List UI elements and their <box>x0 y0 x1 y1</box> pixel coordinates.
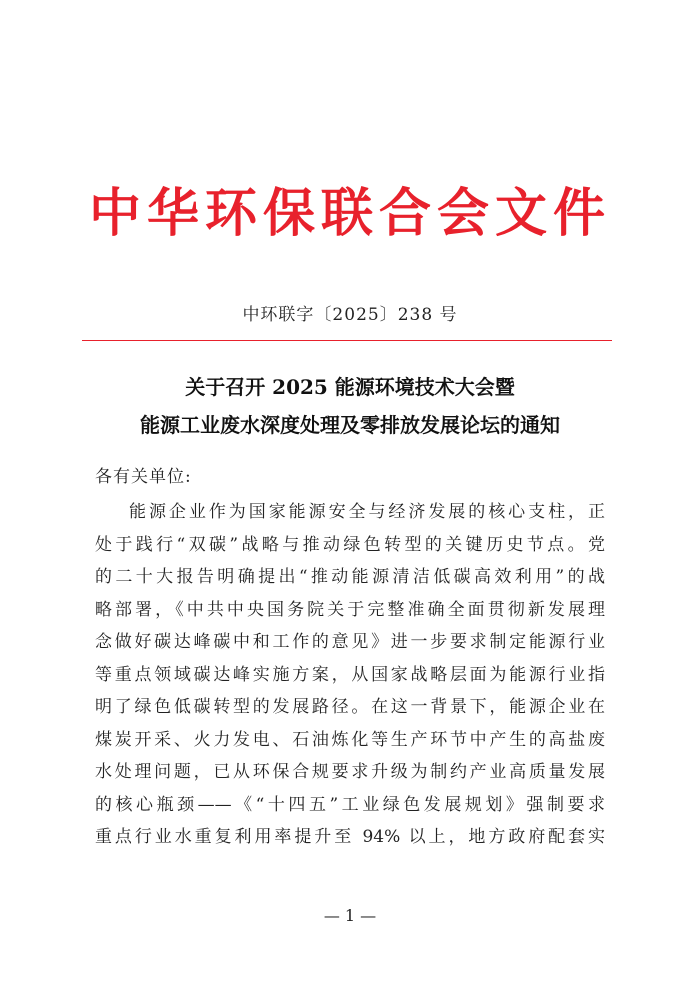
body-line: 能源企业作为国家能源安全与经济发展的核心支柱，正 <box>129 502 605 522</box>
red-divider <box>82 340 612 341</box>
body-line: 的二十大报告明确提出“推动能源清洁低碳高效利用”的战 <box>95 567 605 587</box>
body-line: 明了绿色低碳转型的发展路径。在这一背景下，能源企业在 <box>95 697 605 717</box>
body-line: 煤炭开采、火力发电、石油炼化等生产环节中产生的高盐废 <box>95 729 605 750</box>
body-line: 念做好碳达峰碳中和工作的意见》进一步要求制定能源行业 <box>95 632 605 652</box>
body-paragraph <box>95 496 605 854</box>
notice-title-line-1: 关于召开 2025 能源环境技术大会暨 <box>185 375 515 399</box>
body-line: 处于践行“双碳”战略与推动绿色转型的关键历史节点。党 <box>95 534 605 555</box>
issuer-banner: 中华环保联合会文件 <box>88 183 611 244</box>
body-line: 的核心瓶颈——《“十四五”工业绿色发展规划》强制要求 <box>95 794 605 815</box>
page-number: — 1 — <box>323 906 377 925</box>
notice-title <box>0 368 700 444</box>
body-line: 略部署，《中共中央国务院关于完整准确全面贯彻新发展理 <box>95 599 605 620</box>
notice-title-line-2: 能源工业废水深度处理及零排放发展论坛的通知 <box>140 413 560 437</box>
salutation: 各有关单位: <box>95 467 192 487</box>
body-line: 重点行业水重复利用率提升至 94% 以上，地方政府配套实 <box>95 827 605 847</box>
document-number: 中环联字〔2025〕238 号 <box>242 305 458 325</box>
body-line: 等重点领域碳达峰实施方案，从国家战略层面为能源行业指 <box>95 664 605 685</box>
body-line: 水处理问题，已从环保合规要求升级为制约产业高质量发展 <box>95 762 605 782</box>
